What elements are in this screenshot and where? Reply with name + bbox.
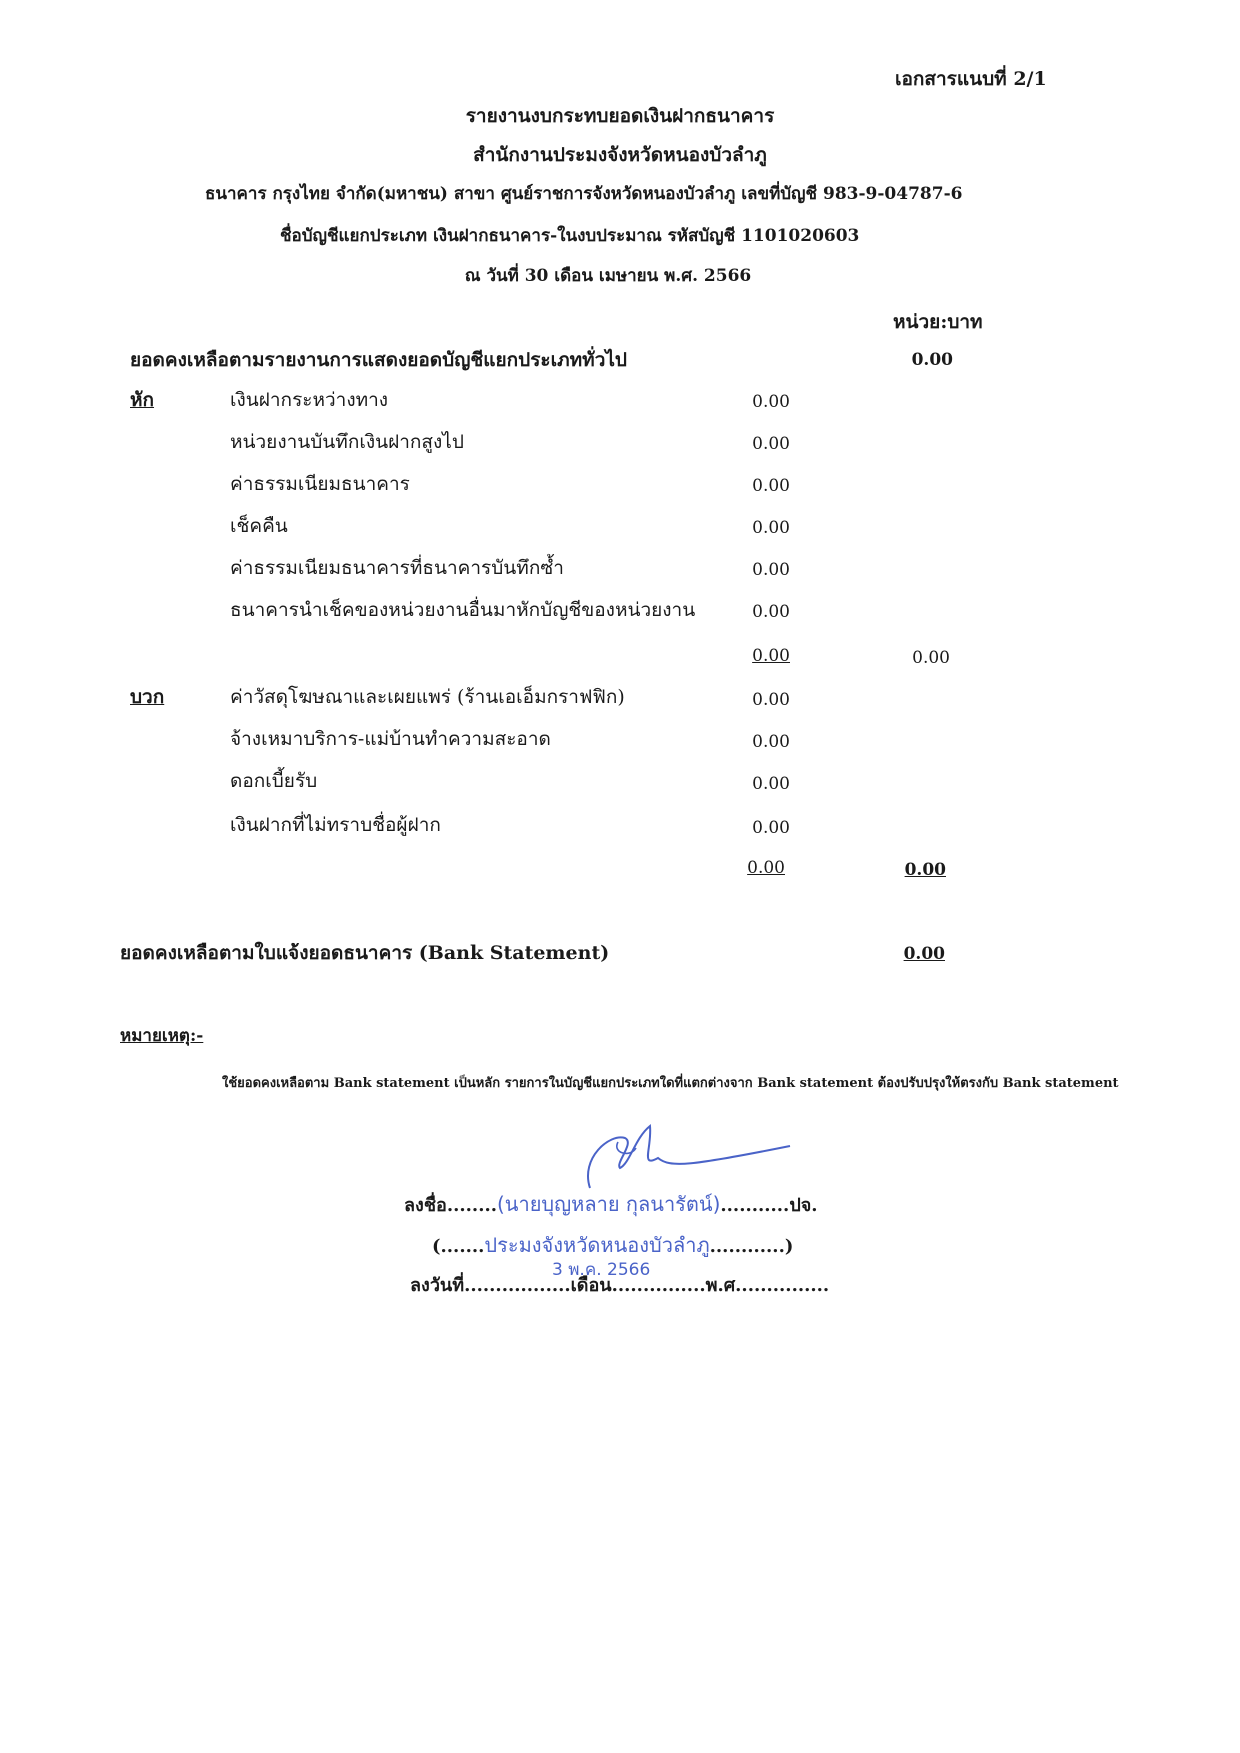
sign-suffix: ปจ. [789, 1195, 818, 1216]
report-title: รายงานงบกระทบยอดเงินฝากธนาคาร [465, 105, 775, 127]
deduct-item-label: ธนาคารนำเช็คของหน่วยงานอื่นมาหักบัญชีของหน่วยงาน [230, 599, 696, 621]
sign-dots: ........... [720, 1195, 790, 1216]
date-prefix: ลงวันที่................. [410, 1275, 571, 1296]
add-subtotal: 0.00 [747, 858, 785, 878]
remark-text: ใช้ยอดคงเหลือตาม Bank statement เป็นหลัก รายการในบัญชีแยกประเภทใดที่แตกต่างจาก Bank statement ต้องปรับปรุงให้ตรงกับ Bank statement [222, 1076, 1119, 1091]
date-dots: ............... [611, 1275, 706, 1296]
attachment-label: เอกสารแนบที่ 2/1 [895, 68, 1047, 90]
remark-label: หมายเหตุ:- [120, 1026, 204, 1046]
report-date: ณ วันที่ 30 เดือน เมษายน พ.ศ. 2566 [464, 266, 752, 286]
deduct-item-value: 0.00 [752, 560, 790, 580]
add-item-label: ค่าวัสดุโฆษณาและเผยแพร่ (ร้านเอเอ็มกราฟฟิก) [230, 686, 625, 708]
add-item-label: เงินฝากที่ไม่ทราบชื่อผู้ฝาก [230, 814, 441, 836]
add-item-label: ดอกเบี้ยรับ [230, 770, 318, 792]
deduct-item-value: 0.00 [752, 476, 790, 496]
add-item-label: จ้างเหมาบริการ-แม่บ้านทำความสะอาด [230, 728, 551, 750]
deduct-item-value: 0.00 [752, 518, 790, 538]
ledger-balance-value: 0.00 [911, 350, 953, 370]
office-name: สำนักงานประมงจังหวัดหนองบัวลำภู [473, 144, 767, 166]
date-line [410, 1270, 829, 1299]
sign-dots: ........ [446, 1195, 497, 1216]
handwritten-signature [540, 1118, 800, 1198]
deduct-item-label: เช็คคืน [230, 515, 288, 537]
ledger-balance-label: ยอดคงเหลือตามรายงานการแสดงยอดบัญชีแยกประเภททั่วไป [130, 349, 627, 371]
signer-position: ประมงจังหวัดหนองบัวลำภู [484, 1233, 710, 1257]
add-item-value: 0.00 [752, 732, 790, 752]
deduct-item-label: เงินฝากระหว่างทาง [230, 389, 389, 411]
date-month-label: เดือน [570, 1275, 612, 1296]
deduct-item-label: หน่วยงานบันทึกเงินฝากสูงไป [230, 431, 464, 453]
deduct-item-label: ค่าธรรมเนียมธนาคารที่ธนาคารบันทึกซ้ำ [230, 557, 564, 579]
deduct-item-label: ค่าธรรมเนียมธนาคาร [230, 473, 410, 495]
add-item-value: 0.00 [752, 690, 790, 710]
deduct-item-value: 0.00 [752, 392, 790, 412]
sign-label: ลงชื่อ [404, 1195, 447, 1216]
deduct-item-value: 0.00 [752, 602, 790, 622]
bank-line: ธนาคาร กรุงไทย จำกัด(มหาชน) สาขา ศูนย์ราชการจังหวัดหนองบัวลำภู เลขที่บัญชี 983-9-04787-6 [205, 184, 963, 204]
deduct-item-value: 0.00 [752, 434, 790, 454]
position-close: ............) [709, 1236, 794, 1257]
deduct-total: 0.00 [912, 648, 950, 668]
signature-line [404, 1188, 818, 1220]
deduct-label: หัก [130, 389, 155, 411]
position-open: (....... [432, 1236, 485, 1257]
deduct-subtotal: 0.00 [752, 646, 790, 666]
add-total: 0.00 [904, 860, 946, 880]
date-year-label: พ.ศ............... [705, 1275, 830, 1296]
signer-name: (นายบุญหลาย กุลนารัตน์) [497, 1192, 721, 1216]
add-label: บวก [130, 686, 165, 708]
add-item-value: 0.00 [752, 818, 790, 838]
handwritten-date: 3 พ.ค. 2566 [552, 1260, 651, 1280]
add-item-value: 0.00 [752, 774, 790, 794]
bank-statement-value: 0.00 [903, 944, 945, 964]
unit-label: หน่วย:บาท [893, 311, 983, 333]
account-line: ชื่อบัญชีแยกประเภท เงินฝากธนาคาร-ในงบประมาณ รหัสบัญชี 1101020603 [280, 226, 860, 246]
bank-statement-label: ยอดคงเหลือตามใบแจ้งยอดธนาคาร (Bank Statement) [120, 942, 610, 964]
